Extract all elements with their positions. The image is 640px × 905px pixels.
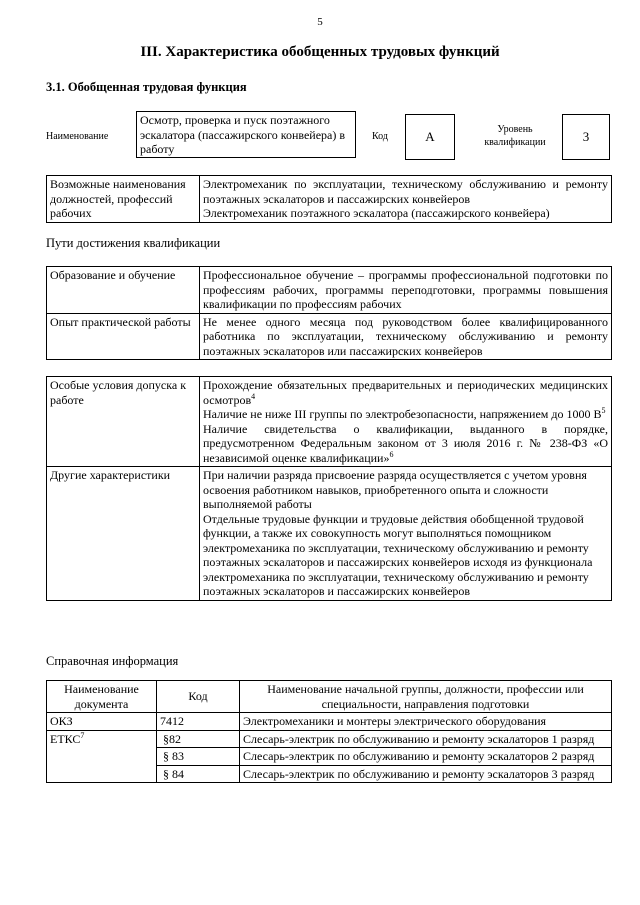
condition-item-2: Наличие не ниже III группы по электробезопасности, напряжением до 1000 $В^5$ bbox=[203, 406, 606, 421]
positions-table bbox=[46, 175, 612, 223]
function-code-value: А bbox=[405, 114, 455, 160]
section-subtitle: 3.1. Обобщенная трудовая функция bbox=[46, 80, 247, 94]
reference-row bbox=[47, 713, 612, 731]
footnote-ref-6: 6 bbox=[389, 449, 394, 459]
other-characteristics-row bbox=[47, 467, 612, 601]
reference-table bbox=[46, 680, 612, 783]
reference-name: Слесарь-электрик по обслуживанию и ремонту эскалаторов 2 разряд bbox=[240, 748, 612, 766]
reference-header-document: Наименование документа bbox=[47, 681, 157, 713]
conditions-label: Особые условия допуска к работе bbox=[47, 377, 200, 467]
reference-name: Электромеханики и монтеры электрического оборудования bbox=[240, 713, 612, 731]
reference-title: Справочная информация bbox=[46, 654, 179, 668]
positions-line-2: Электромеханик поэтажного эскалатора (пассажирского конвейера) bbox=[203, 206, 550, 220]
function-name-label: Наименование bbox=[46, 131, 109, 142]
reference-doc: ОКЗ bbox=[47, 713, 157, 731]
qualification-level-label-1: Уровень bbox=[497, 124, 533, 135]
education-label: Образование и обучение bbox=[47, 267, 200, 314]
reference-doc: ЕТКС$^7$ bbox=[47, 730, 157, 748]
paths-experience-row bbox=[47, 313, 612, 360]
other-characteristic-1: При наличии разряда присвоение разряда осуществляется с учетом уровня освоения работником навыков, приобретенного опыта и сложности выполняемой работы bbox=[203, 468, 587, 511]
reference-header-name: Наименование начальной группы, должности, профессии или специальности, направления подготовки bbox=[240, 681, 612, 713]
paths-education-row bbox=[47, 267, 612, 314]
education-value: Профессиональное обучение – программы профессиональной подготовки по профессиям рабочих, программы переподготовки, программы повышения квалификации по профессиям рабочих bbox=[200, 267, 612, 314]
reference-doc bbox=[47, 765, 157, 783]
reference-row bbox=[47, 730, 612, 748]
reference-code: §82 bbox=[157, 730, 240, 748]
condition-item-3: Наличие свидетельства о квалификации, выданного в порядке, предусмотренном Федеральным законом от 3 июля 2016 г. № 238-ФЗ «О независимой оценке квалификации»$^6$ bbox=[203, 421, 608, 465]
paths-title: Пути достижения квалификации bbox=[46, 236, 221, 250]
reference-row bbox=[47, 748, 612, 766]
reference-code: 7412 bbox=[157, 713, 240, 731]
reference-name: Слесарь-электрик по обслуживанию и ремонту эскалаторов 3 разряд bbox=[240, 765, 612, 783]
condition-item-1: Прохождение обязательных предварительных и периодических медицинских осмотров$^4$ bbox=[203, 378, 608, 407]
footnote-ref-7: 7 bbox=[80, 730, 85, 740]
function-name-value: Осмотр, проверка и пуск поэтажного эскалатора (пассажирского конвейера) в работу bbox=[136, 111, 356, 158]
conditions-table bbox=[46, 376, 612, 601]
other-characteristics-label: Другие характеристики bbox=[47, 467, 200, 601]
paths-table bbox=[46, 266, 612, 360]
conditions-row bbox=[47, 377, 612, 467]
reference-row bbox=[47, 765, 612, 783]
page-number: 5 bbox=[317, 16, 323, 28]
footnote-ref-5: 5 bbox=[601, 406, 606, 415]
reference-name: Слесарь-электрик по обслуживанию и ремонту эскалаторов 1 разряд bbox=[240, 730, 612, 748]
section-title: III. Характеристика обобщенных трудовых функций bbox=[140, 44, 500, 60]
reference-code: § 84 bbox=[157, 765, 240, 783]
experience-label: Опыт практической работы bbox=[47, 313, 200, 360]
function-code-label: Код bbox=[372, 131, 388, 142]
experience-value: Не менее одного месяца под руководством более квалифицированного работника по эксплуатации, техническому обслуживанию и ремонту поэтажных эскалаторов или пассажирских конвейеров bbox=[200, 313, 612, 360]
positions-line-1: Электромеханик по эксплуатации, техническому обслуживанию и ремонту поэтажных эскалаторов и пассажирских конвейеров bbox=[203, 177, 608, 206]
qualification-level-label-2: квалификации bbox=[484, 137, 546, 148]
qualification-level-value: 3 bbox=[562, 114, 610, 160]
other-characteristic-2: Отдельные трудовые функции и трудовые действия обобщенной трудовой функции, а также их совокупность могут выполняться помощником электромеханика по эксплуатации, техническому обслуживанию и ремонту поэтажных эскалаторов и пассажирских конвейеров исходя из функционала электромеханика по эксплуатации, техническому обслуживанию и ремонту поэтажных эскалаторов и пассажирских конвейеров bbox=[203, 511, 593, 598]
positions-label: Возможные наименования должностей, профессий рабочих bbox=[47, 176, 200, 223]
reference-header-row bbox=[47, 681, 612, 713]
reference-doc bbox=[47, 748, 157, 766]
reference-code: § 83 bbox=[157, 748, 240, 766]
reference-header-code: Код bbox=[157, 681, 240, 713]
footnote-ref-4: 4 bbox=[251, 391, 256, 401]
